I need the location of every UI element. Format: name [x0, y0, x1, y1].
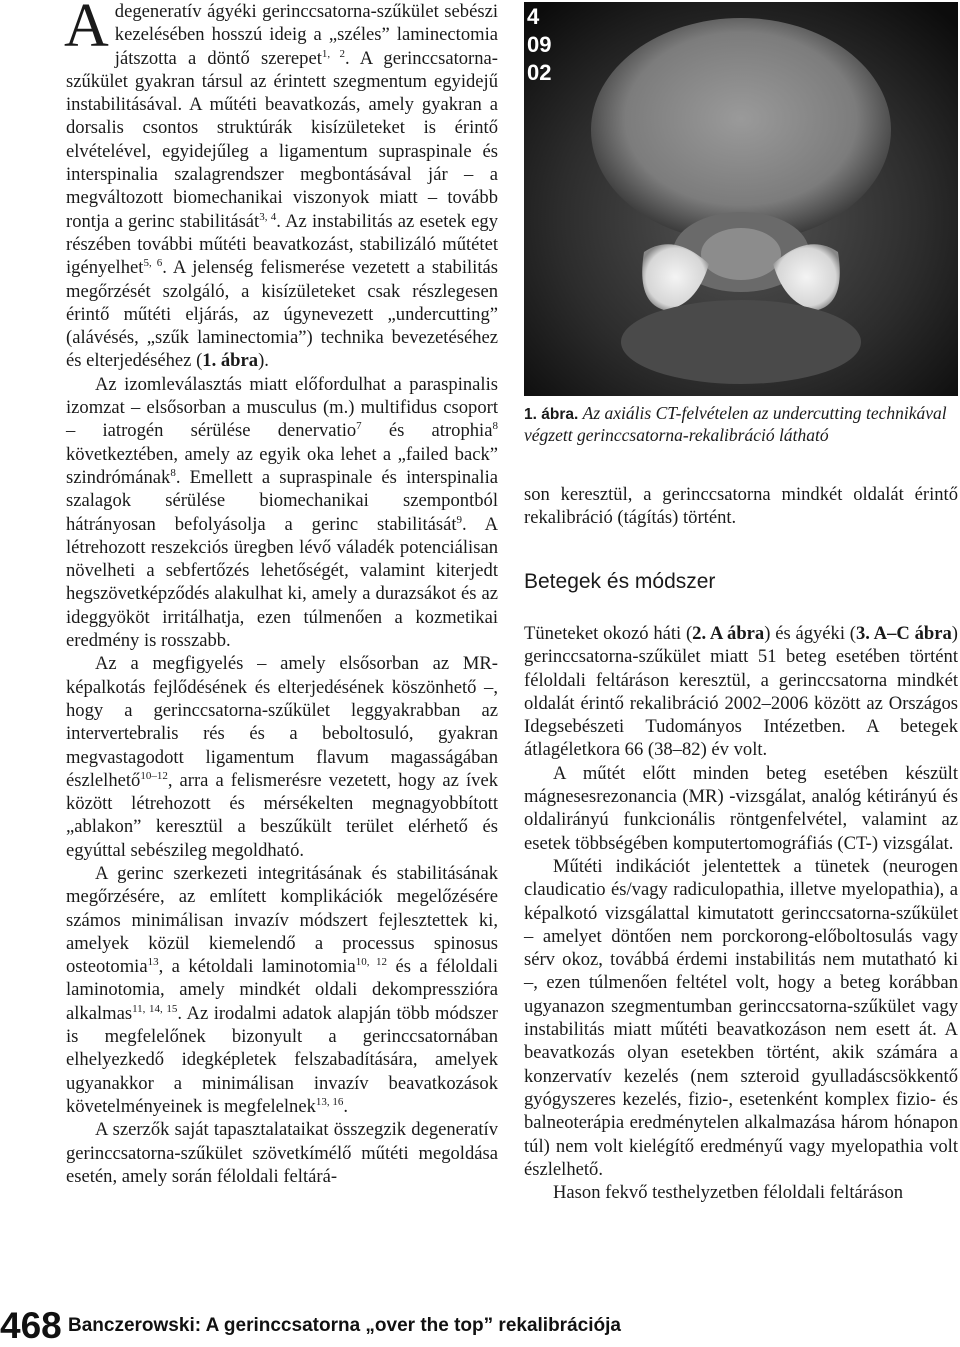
paragraph-authors: A szerzők saját tapasztalataikat összegzik degeneratív gerinccsatorna-szűkület szövetkímélő műtéti megoldása esetén, amely során féloldali feltárá-	[66, 1119, 498, 1187]
left-column	[66, 0, 498, 1188]
caption-text: Az axiális CT-felvételen az undercutting technikával végzett gerinccsatorna-rekalibráció látható	[524, 403, 947, 445]
spinal-canal	[701, 228, 781, 280]
page-footer	[0, 1305, 960, 1345]
figure-label-2: 09	[527, 32, 552, 57]
figure-label-3: 02	[527, 60, 552, 85]
right-continuation: son keresztül, a gerinccsatorna mindkét oldalát érintő rekalibráció (tágítás) történt.	[524, 484, 958, 529]
vertebral-disc	[591, 18, 891, 242]
paragraph-indication: Műtéti indikációt jelentettek a tünetek (neurogen claudicatio és/vagy radiculopathia, illetve myelopathia), a képalkotó vizsgálattal kimutatott gerinccsatorna-szűkület – amelyet döntően nem porckorong-előboltosulás vagy sérv okoz, továbbá érdemi instabilitás nem mutatható ki –, ezen túlmenően feltétel volt, hogy a beteg korábban ugyanazon szegmentumban gerinccsatorna-szűkület vagy instabilitás miatt műtéti beavatkozáson nem esett át. A beavatkozás olyan esetekben történt, akik számára a konzervatív kezelés (nem szteroid gyulladáscsökkentő gyógyszeres kezelés, fizio-, esetenként komplex fizio- és balneoterápia eredménytelen alkalmazása három hónapon túl) nem volt kielégítő eredményű vagy myelopathia volt észlelhető.	[524, 855, 958, 1180]
caption-number: 1. ábra.	[524, 406, 579, 423]
right-column-body	[524, 622, 958, 1204]
running-head: Banczerowski: A gerinccsatorna „over the top” rekalibrációja	[68, 1315, 621, 1336]
ct-scan-image	[524, 2, 958, 396]
intro-paragraph: Adegeneratív ágyéki gerinccsatorna-szűkület sebészi kezelésében hosszú ideig a „széles” laminectomia játszotta a döntő szerepet$^{1, 2}$. A gerinccsatorna-szűkület gyakran társul az érintett szegmentum egyidejű instabilitásával. A műtéti beavatkozás, amely gyakran a dorsalis csontos struktúrák kisízületeket is érintő elvételével, egyidejűleg a ligamentum supraspinale és interspinalia szalagrendszer megbontásával jár – a megváltozott biomechanikai viszonyok miatt – tovább rontja a gerinc stabilitását$^{3, 4}$. Az instabilitás az esetek egy részében további műtéti beavatkozást, stabilizáló műtétet igényelhet$^{5, 6}$. A jelenség felismerése vezetett a stabilitás megőrzését szolgáló, a kisízületeket csak részlegesen érintő műtéti eljárás, az úgynevezett „undercutting” (alávésés, „szűk laminectomia”) technika bevezetéséhez és elterjedéséhez (1. ábra).	[64, 0, 499, 372]
paragraph-muscle: Az izomleválasztás miatt előfordulhat a paraspinalis izomzat – elsősorban a musculus (m.) multifidus csoport – iatrogén sérülése denervatio$^7$ és atrophia$^8$ következtében, amely az egyik oka lehet a „failed back” szindrómának$^8$. Emellett a supraspinale és interspinalia szalagok sérülése biomechanikai szempontból hátrányosan befolyásolja a gerinc stabilitását$^9$. A létrehozott reszekciós üregben lévő váladék potenciálisan növelheti a sebfertőzés lehetőségét, valamint kiterjedt hegszövetképződés alakulhat ki, amely a durazsákot és az ideggyököt irritálhatja, ezen túlmenően a kozmetikai eredmény is rosszabb.	[66, 373, 498, 652]
figure-caption	[524, 403, 958, 446]
paragraph-imaging: A műtét előtt minden beteg esetében készült mágnesesrezonancia (MR) -vizsgálat, analóg kétirányú és oldalirányú funkcionális röntgenfelvétel, valamint az esetek többségében komputertomográfiás (CT-) vizsgálat.	[524, 762, 958, 854]
paragraph-patients: Tüneteket okozó háti (2. A ábra) és ágyéki (3. A–C ábra) gerinccsatorna-szűkület miatt 51 beteg esetében történt féloldali feltáráson keresztül, a gerinccsatorna mindkét oldalát érintő rekalibráció 2002–2006 között az Országos Idegsebészeti Tudományos Intézetben. A betegek átlagéletkora 66 (38–82) év volt.	[524, 623, 958, 761]
figure-label-1: 4	[527, 4, 540, 29]
paragraph-methods: A gerinc szerkezeti integritásának és stabilitásának megőrzésére, az említett komplikációk megelőzésére számos minimálisan invazív módszert fejlesztettek ki, amelyek közül kiemelendő a processus spinosus osteotomia$^{13}$, a kétoldali laminotomia$^{10, 12}$ és a féloldali laminotomia, amely mindkét oldali dekompresszióra alkalmas$^{11, 14, 15}$. Az irodalmi adatok alapján több módszer is megfelelőnek bizonyult a gerinccsatornában elhelyezkedő idegképletek felszabadítására, amelyek ugyanakkor a minimálisan invazív beavatkozások követelményeinek is megfelelnek$^{13, 16}$.	[66, 862, 498, 1117]
ct-figure	[524, 2, 958, 396]
paragraph-mr: Az a megfigyelés – amely elsősorban az MR-képalkotás fejlődésének és elterjedésének köszönhető –, hogy a gerinccsatorna-szűkület leggyakrabban az intervertebralis rés és a beboltosuló, gyakran megvastagodott ligamentum flavum magasságában észlelhető$^{10-12}$, arra a felismerésre vezetett, hogy az ívek között létrehozott és mérsékelten megnagyobbított „ablakon” keresztül a beszűkült terület elérhető és egyúttal sebészileg megoldható.	[66, 653, 498, 861]
drop-cap: A	[64, 0, 109, 60]
page-number: 468	[0, 1305, 62, 1346]
paragraph-position: Hason fekvő testhelyzetben féloldali feltáráson	[553, 1182, 904, 1204]
figure-ref: 1. ábra	[202, 350, 259, 372]
section-heading: Betegek és módszer	[524, 570, 716, 593]
